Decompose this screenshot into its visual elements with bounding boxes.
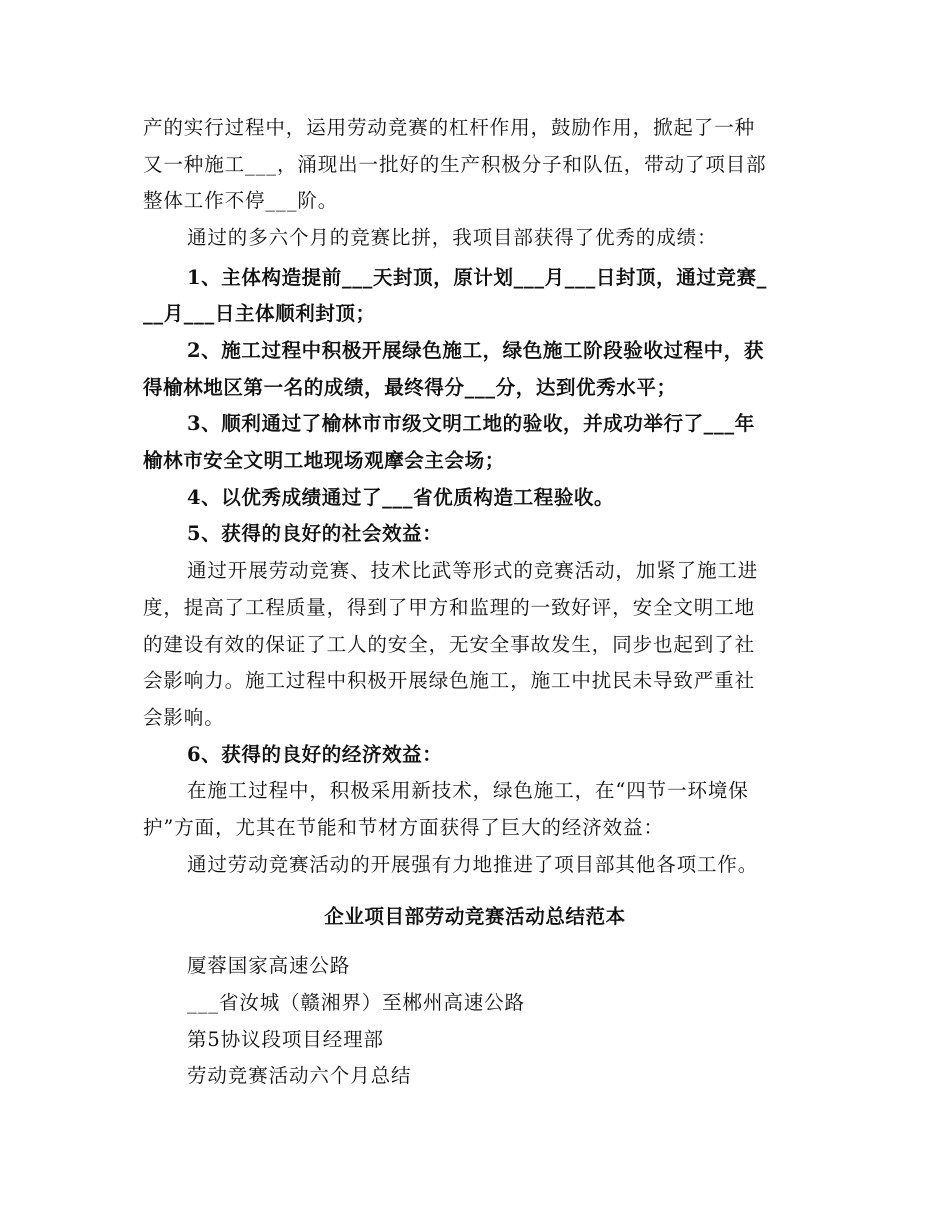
closing-line: 通过劳动竞赛活动的开展强有力地推进了项目部其他各项工作。 [187,853,759,876]
item-1-line: __月___日主体顺利封顶； [143,302,376,325]
item-1-line: 1、主体构造提前___天封顶，原计划___月___日封顶，通过竞赛_ [187,266,767,289]
item-6-heading: 6、获得的良好的经济效益： [187,743,443,766]
item-6-body-line: 护”方面，尤其在节能和节材方面获得了巨大的经济效益： [143,816,664,839]
item-4-line: 4、以优秀成绩通过了___省优质构造工程验收。 [187,486,615,509]
header-line: 第5协议段项目经理部 [187,1028,384,1051]
item-5-body-line: 度，提高了工程质量，得到了甲方和监理的一致好评，安全文明工地 [143,596,756,619]
item-5-body-line: 通过开展劳动竞赛、技术比武等形式的竞赛活动，加紧了施工进 [187,559,759,582]
item-5-body-line: 会影响力。施工过程中积极开展绿色施工，施工中扰民未导致严重社 [143,669,756,692]
paragraph-line: 整体工作不停___阶。 [143,189,339,212]
section-title: 企业项目部劳动竞赛活动总结范本 [324,905,626,928]
item-6-body-line: 在施工过程中，积极采用新技术，绿色施工，在“四节一环境保 [187,779,749,802]
header-line: 劳动竞赛活动六个月总结 [187,1064,412,1087]
item-3-line: 3、顺利通过了榆林市市级文明工地的验收，并成功举行了___年 [187,412,755,435]
item-5-heading: 5、获得的良好的社会效益： [187,522,443,545]
header-line: ___省汝城（赣湘界）至郴州高速公路 [187,991,525,1014]
item-5-body-line: 的建设有效的保证了工人的安全，无安全事故发生，同步也起到了社 [143,633,756,656]
intro-line: 通过的多六个月的竞赛比拼，我项目部获得了优秀的成绩： [187,226,718,249]
header-line: 厦蓉国家高速公路 [187,954,351,977]
paragraph-line: 产的实行过程中，运用劳动竞赛的杠杆作用，鼓励作用，掀起了一种 [143,116,756,139]
paragraph-line: 又一种施工___，涌现出一批好的生产积极分子和队伍，带动了项目部 [143,153,767,176]
item-5-body-line: 会影响。 [143,706,225,729]
item-3-line: 榆林市安全文明工地现场观摩会主会场； [143,449,505,472]
item-2-line: 2、施工过程中积极开展绿色施工，绿色施工阶段验收过程中，获 [187,339,764,362]
item-2-line: 得榆林地区第一名的成绩，最终得分___分，达到优秀水平； [143,376,677,399]
